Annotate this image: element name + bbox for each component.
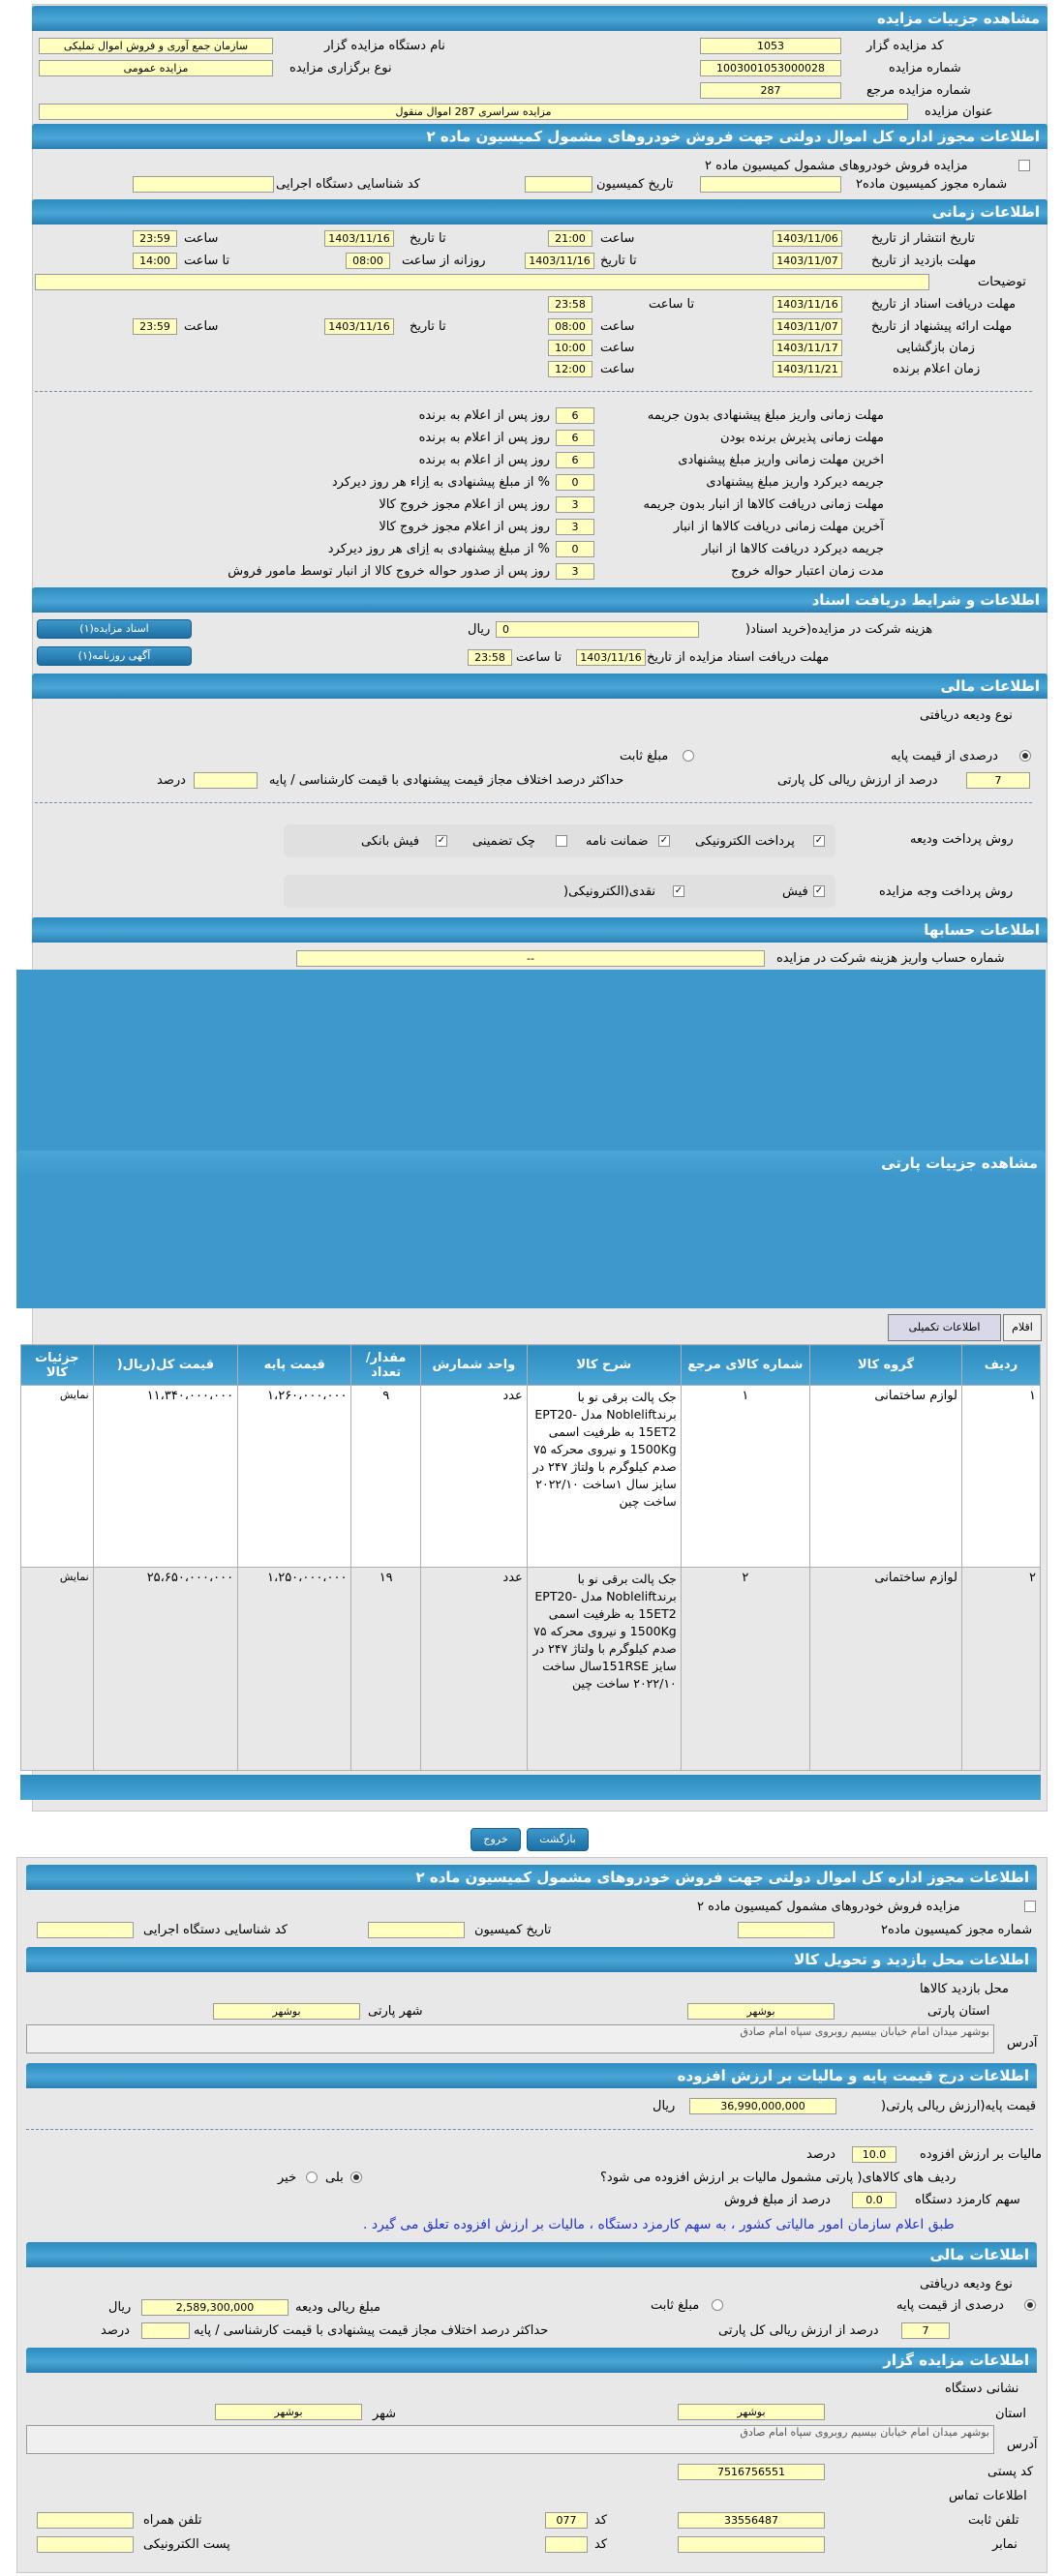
permit2-exec-field — [37, 1922, 134, 1938]
vat-label: مالیات بر ارزش افزوده — [920, 2147, 1043, 2162]
col-header: گروه کالا — [810, 1345, 962, 1386]
deposit-type-label: نوع ودیعه دریافتی — [920, 708, 1013, 723]
permit2-exec-label: کد شناسایی دستگاه اجرایی — [143, 1923, 288, 1937]
fax-field — [678, 2536, 825, 2553]
deadline-value: 3 — [556, 519, 594, 535]
visit-place-label: محل بازدید کالاها — [920, 1982, 1009, 1996]
section-accounts: اطلاعات حسابها — [32, 917, 1048, 943]
subject-field: مزایده سراسری 287 اموال منقول — [39, 104, 908, 120]
phone-label: تلفن ثابت — [968, 2513, 1019, 2528]
cell-ref: ۱ — [681, 1386, 809, 1568]
col-header: قیمت کل(ریال( — [93, 1345, 237, 1386]
deadline-value: 3 — [556, 496, 594, 513]
fax-label: نمابر — [992, 2537, 1017, 2552]
section-docs: اطلاعات و شرایط دریافت اسناد — [32, 587, 1048, 613]
deadline-label: مهلت زمانی پذیرش برنده بودن — [719, 431, 884, 445]
amount-rial: ریال — [108, 2300, 132, 2315]
docs-time-field: 23:58 — [548, 296, 592, 313]
permit-exec-label: کد شناسایی دستگاه اجرایی — [276, 177, 420, 192]
max-diff2-label: حداکثر درصد اختلاف مجاز قیمت پیشنهادی با قیمت کارشناسی / پایه — [194, 2323, 549, 2338]
aaddress-label: آدرس — [1007, 2438, 1038, 2452]
number-label: شماره مزایده — [889, 61, 961, 75]
auction-docs-button[interactable]: اسناد مزایده(۱) — [37, 619, 192, 639]
announce-label: زمان اعلام برنده — [893, 362, 981, 376]
fixed2-label: مبلغ ثابت — [651, 2298, 700, 2313]
aprov-label: استان — [995, 2407, 1026, 2421]
method-cheque-checkbox[interactable] — [556, 835, 567, 847]
method-guarantee-checkbox[interactable]: ✓ — [659, 835, 669, 846]
type-field: مزایده عمومی — [39, 60, 273, 76]
province-label: استان پارتی — [927, 2004, 990, 2019]
party-frame — [16, 970, 1046, 1308]
vat-percent: درصد — [806, 2147, 835, 2162]
publish-to-field: 1403/11/16 — [324, 230, 394, 247]
section-auction-details: مشاهده جزییات مزایده — [32, 6, 1048, 31]
deadline-label: اخرین مهلت زمانی واریز مبلغ پیشنهادی — [678, 453, 884, 467]
acity-field: بوشهر — [215, 2404, 362, 2420]
announce-date-field: 1403/11/21 — [773, 361, 842, 377]
max-diff-percent: درصد — [157, 773, 186, 788]
section-location: اطلاعات محل بازدید و تحویل کالا — [26, 1947, 1037, 1972]
fixed2-radio[interactable] — [712, 2299, 723, 2311]
publish-label: تاریخ انتشار از تاریخ — [871, 231, 976, 246]
max-diff-label: حداکثر درصد اختلاف مجاز قیمت پیشنهادی با قیمت کارشناسی / پایه — [269, 773, 624, 788]
pay-cash-checkbox[interactable]: ✓ — [674, 885, 683, 896]
method-electronic-checkbox[interactable]: ✓ — [814, 835, 824, 846]
deadline-suffix: % از مبلغ پیشنهادی به اِزاء هر روز دیرکرد — [331, 475, 550, 490]
fixed-label: مبلغ ثابت — [620, 749, 669, 764]
addr-title: نشانی دستگاه — [945, 2381, 1019, 2396]
offer-to-time-field: 23:59 — [133, 318, 177, 335]
table-row — [21, 1386, 1041, 1568]
deadline-label: جریمه دیرکرد واریز مبلغ پیشنهادی — [706, 475, 884, 490]
col-header: شماره کالای مرجع — [681, 1345, 809, 1386]
tab-items[interactable]: اقلام — [1003, 1314, 1042, 1341]
section-tax: اطلاعات درج قیمت پایه و مالیات بر ارزش افزوده — [26, 2063, 1037, 2088]
permit-cars-checkbox[interactable] — [1018, 160, 1030, 171]
vat-rows-label: ردیف های کالاهای( پارتی مشمول مالیات بر ارزش افزوده می شود؟ — [600, 2171, 957, 2185]
pay-method-label: روش پرداخت وجه مزایده — [879, 884, 1014, 899]
cell-price: ۱،۲۵۰،۰۰۰،۰۰۰ — [238, 1568, 351, 1771]
method-cheque-label: چک تضمینی — [472, 834, 535, 849]
deadline-value: 3 — [556, 563, 594, 580]
pay-cash-label: نقدی(الکترونیکی( — [563, 884, 656, 899]
docs-to-label: تا ساعت — [649, 297, 695, 312]
deadline-time-label: تا ساعت — [516, 650, 562, 665]
back-button[interactable]: بازگشت — [527, 1828, 589, 1851]
address-field: بوشهر میدان امام خیابان بیسیم روبروی سپاه امام صادق — [26, 2024, 994, 2053]
permit-date-field — [525, 176, 592, 193]
open-time-label: ساعت — [600, 341, 635, 355]
visit-to-label: تا تاریخ — [600, 254, 637, 268]
max-diff2-percent: درصد — [101, 2323, 130, 2338]
cell-price: ۱،۲۶۰،۰۰۰،۰۰۰ — [238, 1386, 351, 1568]
deadline-suffix: روز پس از صدور حواله خروج کالا از انبار توسط مامور فروش — [228, 564, 550, 579]
daily-to-field: 14:00 — [133, 253, 177, 269]
percent2-value-field: 7 — [901, 2322, 950, 2339]
section-party: مشاهده جزییات پارتی — [16, 1151, 1046, 1176]
subject-label: عنوان مزایده — [925, 105, 993, 119]
permit2-date-label: تاریخ کمیسیون — [474, 1923, 552, 1937]
fee-share-field: 0.0 — [852, 2192, 896, 2208]
permit-no-label: شماره مجوز کمیسیون ماده۲ — [856, 177, 1008, 192]
base-label: قیمت پایه(ارزش ریالی پارتی( — [881, 2099, 1037, 2113]
ref-field: 287 — [700, 82, 841, 99]
divider — [26, 2129, 1033, 2130]
cell-desc: جک پالت برقی نو با برندNoblelift مدل EPT20-15ET2 به ظرفیت اسمی 1500Kg و نیروی محرکه ۷۵ صدم کیلوگرم با ولتاژ ۲۴۷ در سایز 151RSEسال ساخت ۲۰۲۲/۱۰ ساخت چین — [527, 1568, 681, 1771]
percent-value-field: 7 — [966, 772, 1030, 789]
table-header-row — [21, 1345, 1041, 1386]
permit2-no-field — [738, 1922, 835, 1938]
docs-deadline-label: مهلت دریافت اسناد از تاریخ — [871, 297, 1017, 312]
announce-time-field: 12:00 — [548, 361, 592, 377]
fee-share-suffix: درصد از مبلغ فروش — [724, 2193, 831, 2207]
method-bank-slip-checkbox[interactable]: ✓ — [437, 835, 446, 846]
visit-from-field: 1403/11/07 — [773, 253, 842, 269]
fax-code-field — [545, 2536, 588, 2553]
open-date-field: 1403/11/17 — [773, 340, 842, 356]
offer-to-field: 1403/11/16 — [324, 318, 394, 335]
deadline-time-field: 23:58 — [468, 649, 512, 666]
max-diff2-field — [141, 2322, 190, 2339]
desc-label: توضیحات — [978, 275, 1026, 289]
open-label: زمان بازگشایی — [896, 341, 975, 355]
pay-slip-checkbox[interactable]: ✓ — [814, 885, 824, 896]
offer-time-label: ساعت — [600, 319, 635, 334]
aaddress-field: بوشهر میدان امام خیابان بیسیم روبروی سپاه امام صادق — [26, 2425, 994, 2454]
cell-qty: ۹ — [351, 1386, 420, 1568]
acity-label: شهر — [373, 2407, 397, 2421]
deadline-label: مهلت زمانی واریز مبلغ پیشنهادی بدون جریمه — [647, 408, 884, 423]
section-finance-2: اطلاعات مالی — [26, 2242, 1037, 2267]
aprov-field: بوشهر — [678, 2404, 825, 2420]
col-header: قیمت پایه — [238, 1345, 351, 1386]
col-header: واحد شمارش — [420, 1345, 527, 1386]
deadline-label: مدت زمان اعتبار حواله خروج — [731, 564, 884, 579]
section-times: اطلاعات زمانی — [32, 199, 1048, 225]
cell-row: ۱ — [961, 1386, 1040, 1568]
vat-no-radio[interactable] — [306, 2172, 318, 2183]
deadline-value: 6 — [556, 430, 594, 446]
section-permit-2: اطلاعات مجوز اداره کل اموال دولتی جهت فروش خودروهای مشمول کمیسیون ماده ۲ — [26, 1865, 1037, 1890]
address-label: آدرس — [1007, 2036, 1038, 2051]
percent-label: درصدی از قیمت پایه — [891, 749, 998, 764]
city-label: شهر پارتی — [368, 2004, 423, 2019]
deadline-value: 0 — [556, 474, 594, 491]
base-rial: ریال — [653, 2099, 676, 2113]
cell-total: ۱۱،۳۴۰،۰۰۰،۰۰۰ — [93, 1386, 237, 1568]
tab-extra[interactable]: اطلاعات تکمیلی — [888, 1314, 1001, 1341]
deposit-method-label: روش پرداخت ودیعه — [910, 832, 1014, 847]
org-label: نام دستگاه مزایده گزار — [324, 39, 445, 53]
vat-note: طبق اعلام سازمان امور مالیاتی کشور ، به سهم کارمزد دستگاه ، مالیات بر ارزش افزوده تعلق می گیرد . — [363, 2217, 955, 2232]
publish-from-time-field: 21:00 — [548, 230, 592, 247]
city-field: بوشهر — [213, 2003, 360, 2020]
offer-to-time-label: ساعت — [184, 319, 219, 334]
table-footer — [20, 1775, 1041, 1800]
permit2-cars-label: مزایده فروش خودروهای مشمول کمیسیون ماده ۲ — [697, 1900, 960, 1914]
section-permit: اطلاعات مجوز اداره کل اموال دولتی جهت فروش خودروهای مشمول کمیسیون ماده ۲ — [32, 124, 1048, 149]
ref-label: شماره مزایده مرجع — [866, 83, 971, 98]
cell-row: ۲ — [961, 1568, 1040, 1771]
pay-methods-group — [284, 875, 835, 908]
vat-no-label: خیر — [278, 2171, 297, 2185]
permit-cars-label: مزایده فروش خودروهای مشمول کمیسیون ماده ۲ — [705, 159, 968, 173]
method-electronic-label: پرداخت الکترونیکی — [695, 834, 795, 849]
cell-total: ۲۵،۶۵۰،۰۰۰،۰۰۰ — [93, 1568, 237, 1771]
deposit2-type-label: نوع ودیعه دریافتی — [920, 2277, 1013, 2291]
permit-no-field — [700, 176, 841, 193]
fee-label: هزینه شرکت در مزایده(خرید اسناد( — [745, 622, 933, 637]
deadline-date-field: 1403/11/16 — [576, 649, 646, 666]
visit-label: مهلت بازدید از تاریخ — [871, 254, 977, 268]
deadline-suffix: روز پس از اعلام به برنده — [418, 408, 550, 423]
email-label: پست الکترونیکی — [143, 2537, 230, 2552]
method-guarantee-label: ضمانت نامه — [586, 834, 649, 849]
deadline-suffix: روز پس از اعلام مجوز خروج کالا — [379, 520, 550, 534]
permit2-no-label: شماره مجوز کمیسیون ماده۲ — [881, 1923, 1033, 1937]
pay-slip-label: فیش — [782, 884, 808, 899]
col-header: شرح کالا — [527, 1345, 681, 1386]
province-field: بوشهر — [687, 2003, 835, 2020]
deadline-value: 6 — [556, 407, 594, 424]
vat-field: 10.0 — [852, 2146, 896, 2163]
divider — [35, 391, 1032, 392]
permit2-cars-checkbox[interactable] — [1024, 1901, 1036, 1912]
divider — [35, 802, 1032, 803]
publish-from-field: 1403/11/06 — [773, 230, 842, 247]
method-bank-slip-label: فیش بانکی — [361, 834, 420, 849]
offer-label: مهلت ارائه پیشنهاد از تاریخ — [871, 319, 1013, 334]
cell-unit: عدد — [420, 1386, 527, 1568]
deadline-label: مهلت دریافت اسناد مزایده از تاریخ — [647, 650, 830, 665]
visit-to-field: 1403/11/16 — [525, 253, 594, 269]
fax-code-label: کد — [594, 2537, 608, 2552]
daily-from-field: 08:00 — [346, 253, 390, 269]
open-time-field: 10:00 — [548, 340, 592, 356]
desc-field — [35, 274, 929, 290]
max-diff-field — [194, 772, 258, 789]
cell-unit: عدد — [420, 1568, 527, 1771]
mobile-field — [37, 2512, 134, 2529]
deadline-value: 6 — [556, 452, 594, 468]
cell-desc: جک پالت برقی نو با برندNoblelift مدل EPT20-15ET2 به ظرفیت اسمی 1500Kg و نیروی محرکه ۷۵ صدم کیلوگرم با ولتاژ ۲۴۷ در سایز سال ۱ساخت ۲۰۲۲/۱۰ ساخت چین — [527, 1386, 681, 1568]
publish-to-time-label: ساعت — [184, 231, 219, 246]
deadline-value: 0 — [556, 541, 594, 557]
publish-to-time-field: 23:59 — [133, 230, 177, 247]
code-field: 1053 — [700, 38, 841, 54]
items-table — [20, 1344, 1041, 1771]
phone-field: 33556487 — [678, 2512, 825, 2529]
percent2-label: درصدی از قیمت پایه — [896, 2298, 1004, 2313]
exit-button[interactable]: خروج — [471, 1828, 521, 1851]
deadline-label: آخرین مهلت زمانی دریافت کالاها از انبار — [673, 520, 884, 534]
col-header: جزئیات کالا — [21, 1345, 94, 1386]
cell-qty: ۱۹ — [351, 1568, 420, 1771]
daily-from-label: روزانه از ساعت — [402, 254, 486, 268]
deadline-suffix: روز پس از اعلام مجوز خروج کالا — [379, 497, 550, 512]
publish-time-label: ساعت — [600, 231, 635, 246]
cell-group: لوازم ساختمانی — [810, 1386, 962, 1568]
phone-code-field: 077 — [545, 2512, 588, 2529]
deadline-label: مهلت زمانی دریافت کالاها از انبار بدون جریمه — [643, 497, 884, 512]
percent-radio[interactable] — [1019, 750, 1031, 762]
postal-label: کد پستی — [987, 2465, 1034, 2479]
base-field: 36,990,000,000 — [689, 2098, 836, 2114]
vat-yes-label: بلی — [325, 2171, 344, 2185]
amount-field: 2,589,300,000 — [141, 2299, 289, 2316]
email-field — [37, 2536, 134, 2553]
docs-from-field: 1403/11/16 — [773, 296, 842, 313]
percent2-radio[interactable] — [1024, 2299, 1036, 2311]
percent2-suffix: درصد از ارزش ریالی کل پارتی — [718, 2323, 879, 2338]
daily-to-label: تا ساعت — [184, 254, 230, 268]
section-auctioneer: اطلاعات مزایده گزار — [26, 2348, 1037, 2373]
permit2-date-field — [368, 1922, 465, 1938]
fixed-radio[interactable] — [683, 750, 694, 762]
publish-to-label: تا تاریخ — [410, 231, 446, 246]
amount-label: مبلغ ریالی ودیعه — [295, 2300, 380, 2315]
postal-field: 7516756551 — [678, 2464, 825, 2480]
accounts-field: -- — [296, 950, 765, 967]
fee-field: 0 — [496, 621, 699, 638]
cell-ref: ۲ — [681, 1568, 809, 1771]
offer-from-field: 1403/11/07 — [773, 318, 842, 335]
offer-from-time-field: 08:00 — [548, 318, 592, 335]
cell-group: لوازم ساختمانی — [810, 1568, 962, 1771]
col-header: ردیف — [961, 1345, 1040, 1386]
deadline-suffix: روز پس از اعلام به برنده — [418, 431, 550, 445]
percent-suffix: درصد از ارزش ریالی کل پارتی — [777, 773, 938, 788]
phone-code-label: کد — [594, 2513, 608, 2528]
cell-detail-link[interactable]: نمایش — [21, 1386, 94, 1568]
permit-exec-field — [133, 176, 274, 193]
section-finance: اطلاعات مالی — [32, 674, 1048, 699]
accounts-label: شماره حساب واریز هزینه شرکت در مزایده — [776, 951, 1005, 966]
type-label: نوع برگزاری مزایده — [289, 61, 392, 75]
contact-title: اطلاعات تماس — [949, 2489, 1027, 2503]
mobile-label: تلفن همراه — [143, 2513, 202, 2528]
deadline-label: جریمه دیرکرد دریافت کالاها از انبار — [702, 542, 884, 556]
fee-rial: ریال — [468, 622, 491, 637]
offer-to-label: تا تاریخ — [410, 319, 446, 334]
announce-time-label: ساعت — [600, 362, 635, 376]
cell-detail-link[interactable]: نمایش — [21, 1568, 94, 1771]
org-field: سازمان جمع آوری و فروش اموال تملیکی — [39, 38, 273, 54]
number-field: 1003001053000028 — [700, 60, 841, 76]
permit-date-label: تاریخ کمیسیون — [596, 177, 674, 192]
vat-yes-radio[interactable] — [350, 2172, 362, 2183]
newspaper-ad-button[interactable]: آگهی روزنامه(۱) — [37, 646, 192, 666]
fee-share-label: سهم کارمزد دستگاه — [915, 2193, 1020, 2207]
deadline-suffix: % از مبلغ پیشنهادی به اِزای هر روز دیرکرد — [327, 542, 550, 556]
table-row — [21, 1568, 1041, 1771]
deadline-suffix: روز پس از اعلام به برنده — [418, 453, 550, 467]
code-label: کد مزایده گزار — [866, 39, 944, 53]
col-header: مقدار/ تعداد — [351, 1345, 420, 1386]
